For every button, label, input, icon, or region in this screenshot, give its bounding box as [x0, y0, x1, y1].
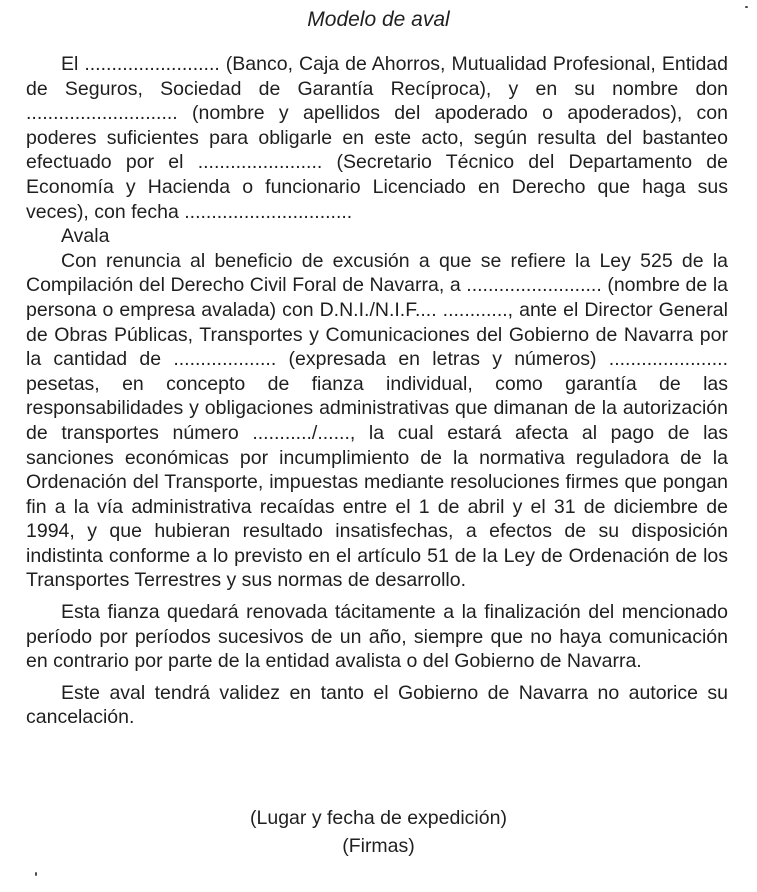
document-title: Modelo de aval — [307, 8, 450, 31]
scan-speck — [35, 872, 37, 876]
paragraph-avala: Avala — [61, 225, 110, 248]
document-body — [26, 52, 728, 730]
signatures-line: (Firmas) — [342, 835, 415, 857]
scan-speck — [745, 6, 748, 8]
paragraph-guarantor: El ......................... (Banco, Caja de Ahorros, Mutualidad Profesional, Entidad de Seguros, Sociedad de Garantía Recíproca), y en su nombre don ............................ (nombre y apellidos del apoderado o apoderados), con poderes suficientes para obligarle en este acto, según resulta del bastanteo efectuado por el ....................... (Secretario Técnico del Departamento de Economía y Hacienda o funcionario Licenciado en Derecho que haga sus veces), con fecha ............................... — [26, 53, 728, 223]
place-and-date-line: (Lugar y fecha de expedición) — [250, 807, 507, 829]
paragraph-validity: Este aval tendrá validez en tanto el Gobierno de Navarra no autorice su cancelación. — [26, 681, 728, 729]
paragraph-renewal: Esta fianza quedará renovada tácitamente a la finalización del mencionado período por períodos sucesivos de un año, siempre que no haya comunicación en contrario por parte de la entidad avalista o del Gobierno de Navarra. — [26, 601, 728, 673]
paragraph-conditions: Con renuncia al beneficio de excusión a que se refiere la Ley 525 de la Compilación del Derecho Civil Foral de Navarra, a ......................... (nombre de la persona o empresa avalada) con D.N.I./N.I.F.... ............, ante el Director General de Obras Públicas, Transportes y Comunicaciones del Gobierno de Navarra por la cantidad de ................... (expresada en letras y números) ...................... pesetas, en concepto de fianza individual, como garantía de las responsabilidades y obligaciones administrativas que dimanan de la autorización de transportes número .........../......, la cual estará afecta al pago de las sanciones económicas por incumplimiento de la normativa reguladora de la Ordenación del Transporte, impuestas mediante resoluciones firmes que pongan fin a la vía administrativa recaídas entre el 1 de abril y el 31 de diciembre de 1994, y que hubieran resultado insatisfechas, a efectos de su disposición indistinta conforme a lo previsto en el artículo 51 de la Ley de Ordenación de los Transportes Terrestres y sus normas de desarrollo. — [26, 249, 728, 592]
